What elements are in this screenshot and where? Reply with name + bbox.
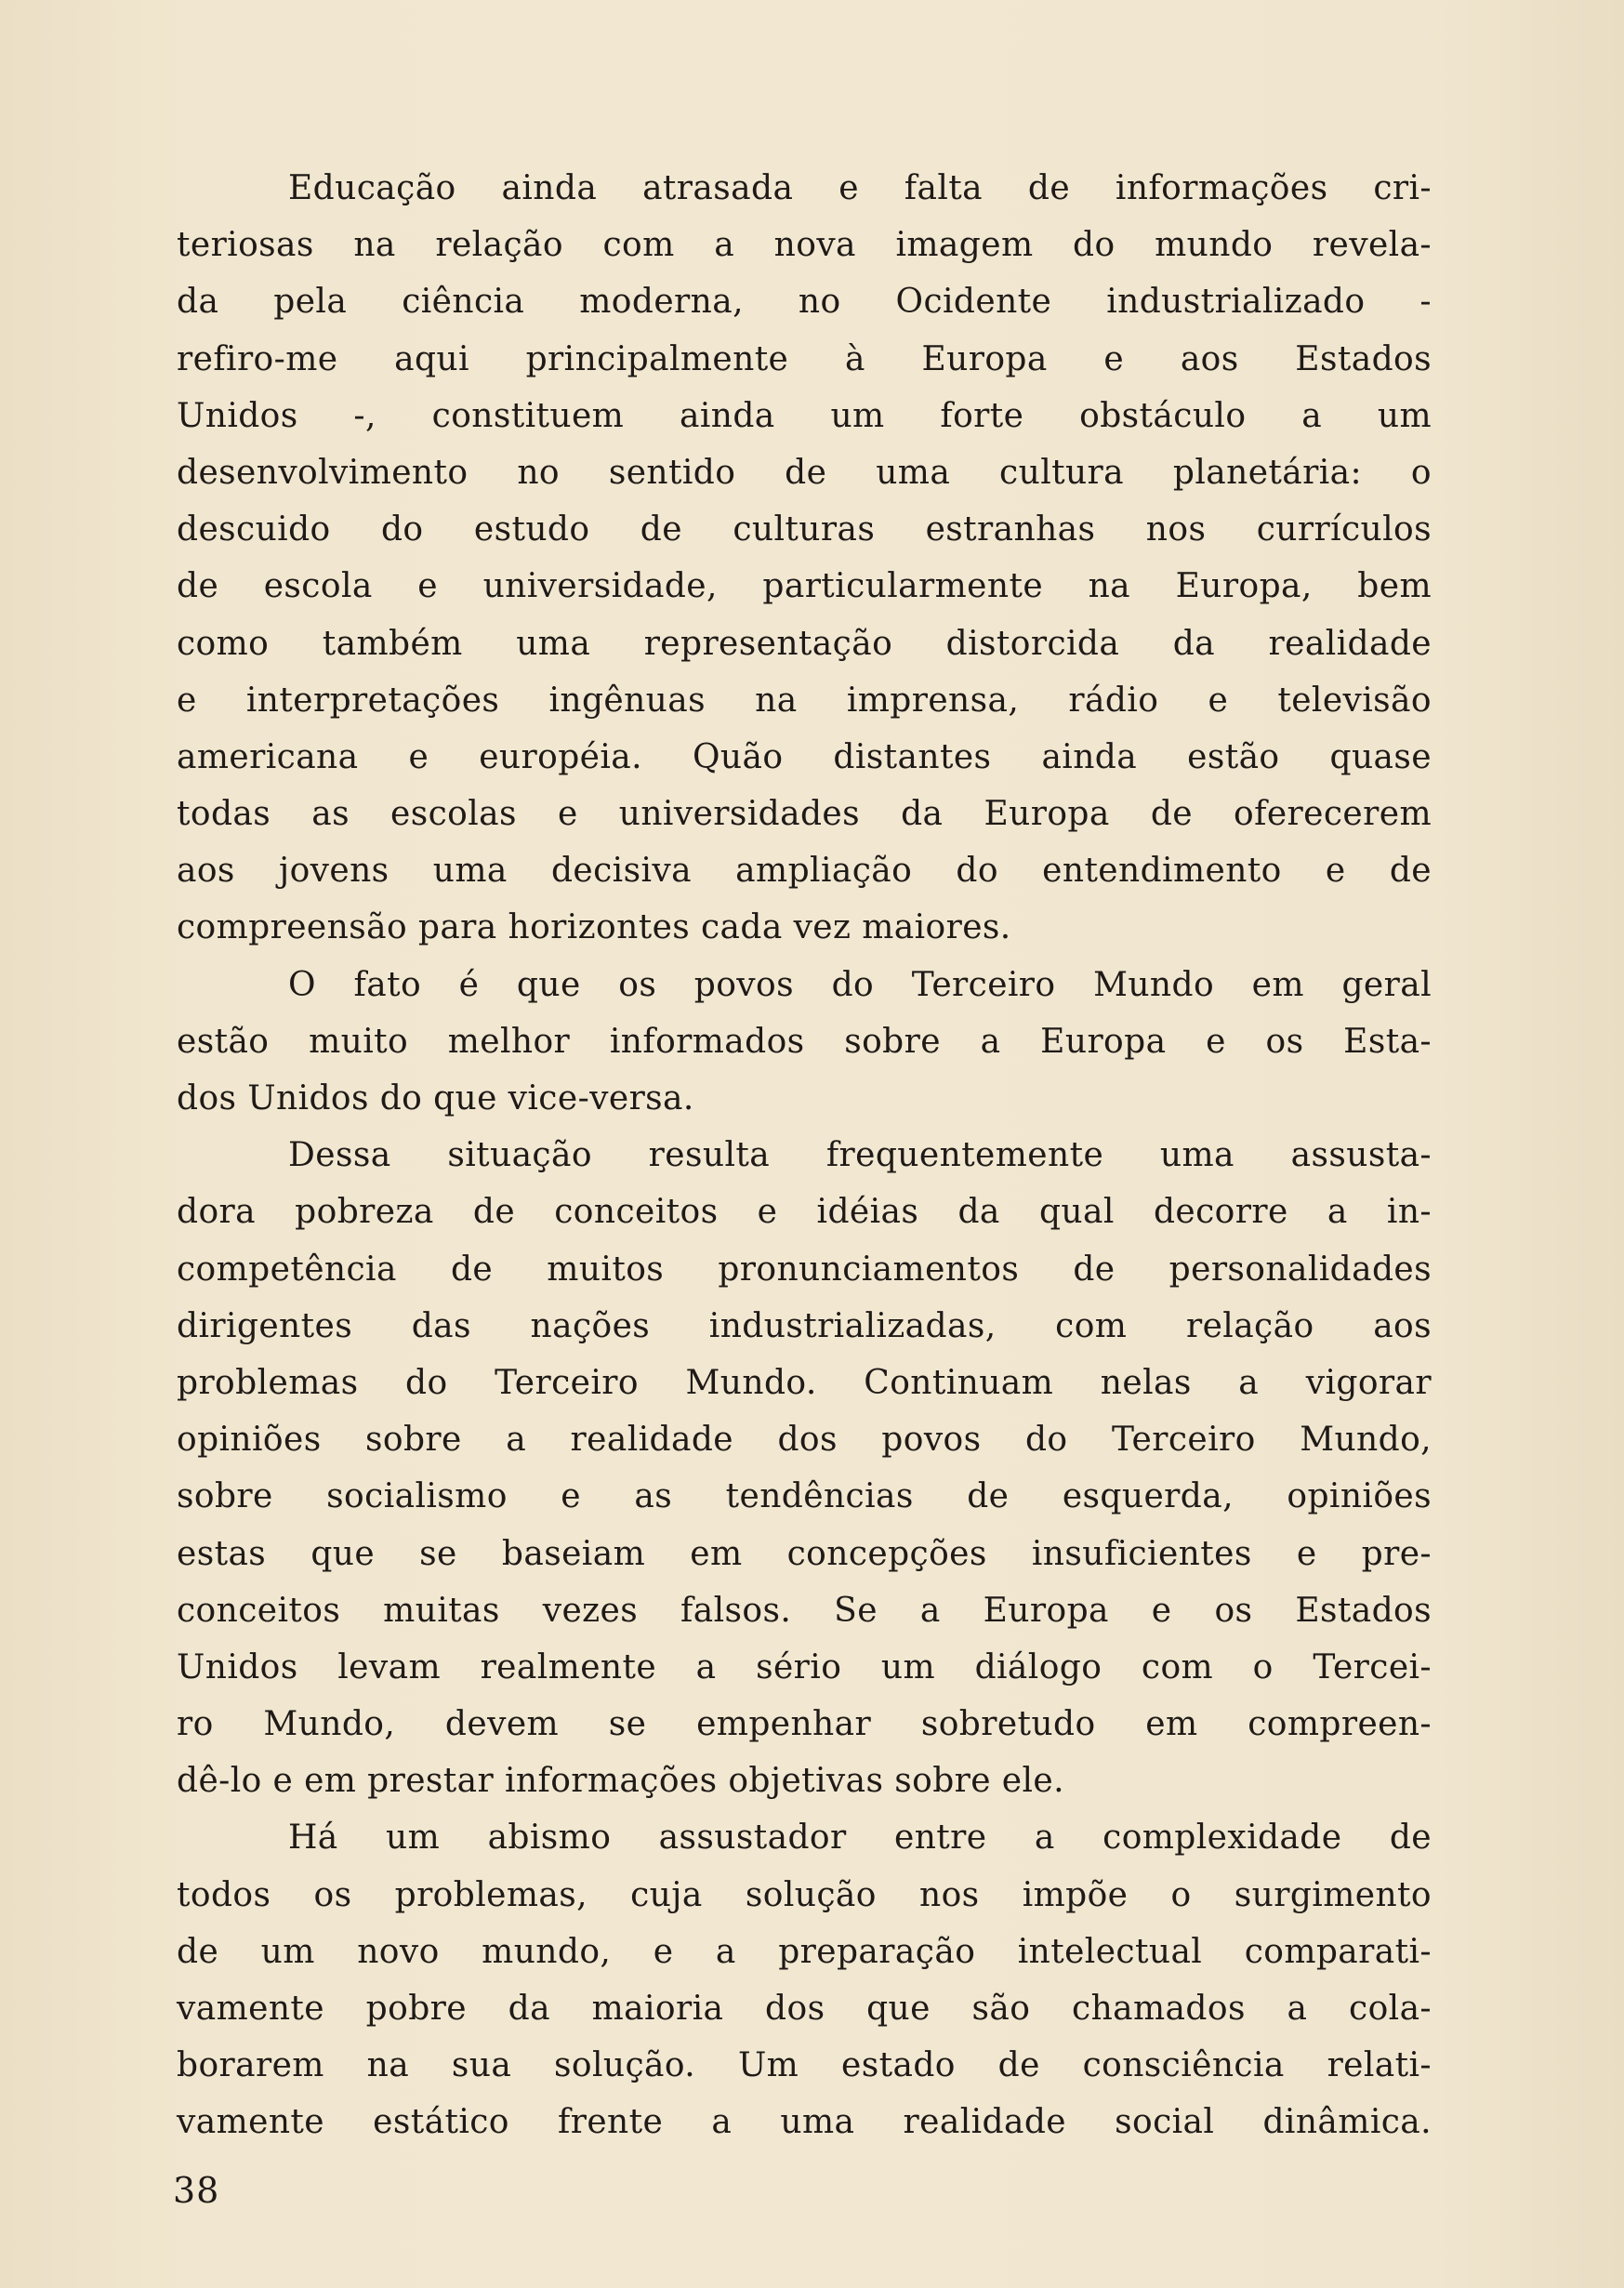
text-line: borarem na sua solução. Um estado de consciência relati- bbox=[177, 2046, 1432, 2085]
text-line: todos os problemas, cuja solução nos impõe o surgimento bbox=[177, 1875, 1432, 1914]
text-line: sobre socialismo e as tendências de esquerda, opiniões bbox=[177, 1477, 1432, 1516]
text-line: conceitos muitas vezes falsos. Se a Europa e os Estados bbox=[177, 1591, 1432, 1630]
text-line: descuido do estudo de culturas estranhas nos currículos bbox=[177, 510, 1432, 549]
text-line: da pela ciência moderna, no Ocidente industrializado - bbox=[177, 283, 1432, 322]
text-line: todas as escolas e universidades da Europa de oferecerem bbox=[177, 795, 1432, 834]
text-line: estas que se baseiam em concepções insuficientes e pre- bbox=[177, 1534, 1432, 1573]
text-line: ro Mundo, devem se empenhar sobretudo em compreen- bbox=[177, 1705, 1432, 1744]
text-line: Unidos -, constituem ainda um forte obstáculo a um bbox=[177, 396, 1432, 435]
text-line: refiro-me aqui principalmente à Europa e aos Estados bbox=[177, 339, 1432, 378]
text-line: Dessa situação resulta frequentemente uma assusta- bbox=[288, 1136, 1432, 1175]
body-text bbox=[177, 160, 1432, 2151]
text-line: O fato é que os povos do Terceiro Mundo em geral bbox=[288, 965, 1432, 1004]
text-line: vamente estático frente a uma realidade social dinâmica. bbox=[177, 2103, 1432, 2142]
text-line: Educação ainda atrasada e falta de informações cri- bbox=[288, 169, 1432, 207]
text-line: e interpretações ingênuas na imprensa, rádio e televisão bbox=[177, 681, 1432, 720]
text-line: de escola e universidade, particularmente na Europa, bem bbox=[177, 567, 1432, 606]
text-line: vamente pobre da maioria dos que são chamados a cola- bbox=[177, 1990, 1432, 2028]
text-line: aos jovens uma decisiva ampliação do entendimento e de bbox=[177, 852, 1432, 891]
text-line: problemas do Terceiro Mundo. Continuam nelas a vigorar bbox=[177, 1363, 1432, 1402]
text-line: estão muito melhor informados sobre a Europa e os Esta- bbox=[177, 1022, 1432, 1061]
text-line: compreensão para horizontes cada vez maiores. bbox=[177, 908, 1011, 947]
text-line: dora pobreza de conceitos e idéias da qual decorre a in- bbox=[177, 1193, 1432, 1232]
text-line: competência de muitos pronunciamentos de personalidades bbox=[177, 1250, 1432, 1289]
text-line: desenvolvimento no sentido de uma cultura planetária: o bbox=[177, 453, 1432, 492]
text-line: Unidos levam realmente a sério um diálogo com o Tercei- bbox=[177, 1647, 1432, 1686]
text-line: dê-lo e em prestar informações objetivas sobre ele. bbox=[177, 1762, 1064, 1801]
text-line: dos Unidos do que vice-versa. bbox=[177, 1079, 694, 1118]
text-line: Há um abismo assustador entre a complexidade de bbox=[288, 1818, 1432, 1858]
page-number: 38 bbox=[173, 2170, 220, 2211]
text-line: de um novo mundo, e a preparação intelectual comparati- bbox=[177, 1932, 1432, 1971]
text-line: dirigentes das nações industrializadas, com relação aos bbox=[177, 1306, 1432, 1345]
text-line: teriosas na relação com a nova imagem do mundo revela- bbox=[177, 226, 1432, 265]
text-line: americana e européia. Quão distantes ainda estão quase bbox=[177, 737, 1432, 776]
text-line: como também uma representação distorcida da realidade bbox=[177, 624, 1432, 663]
text-line: opiniões sobre a realidade dos povos do Terceiro Mundo, bbox=[177, 1421, 1432, 1460]
